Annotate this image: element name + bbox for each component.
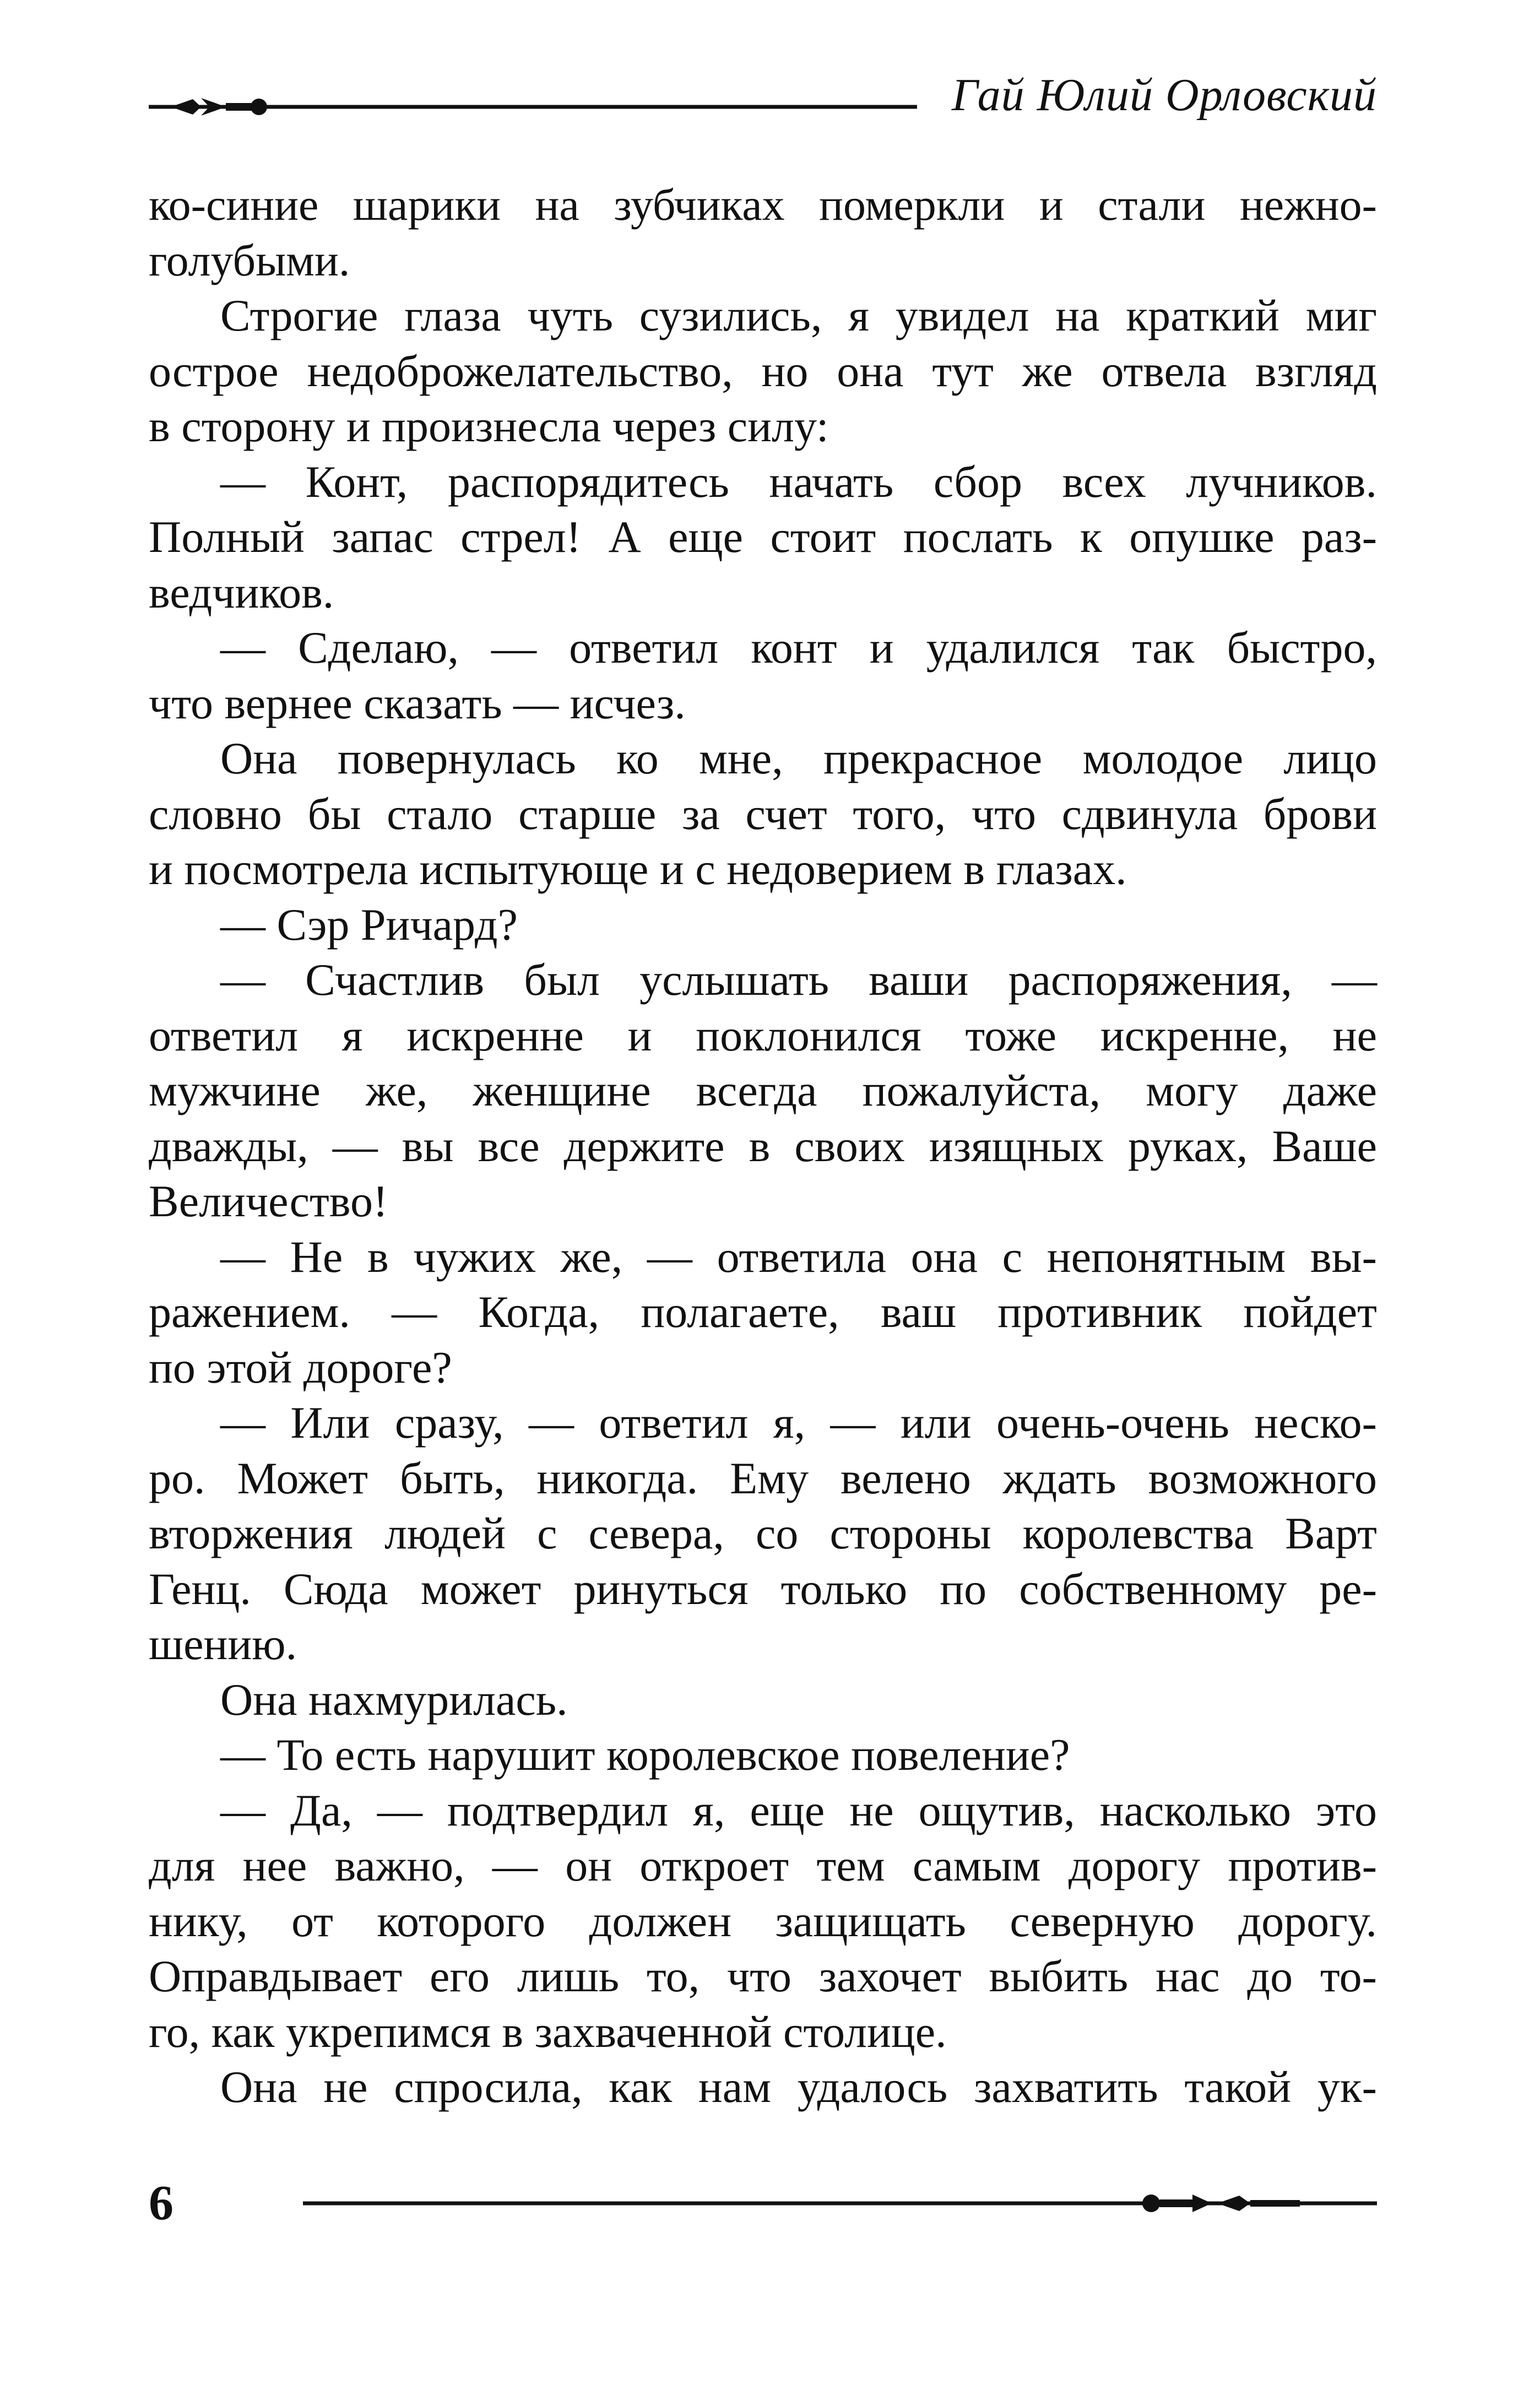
text-line: — Сделаю, — ответил конт и удалился так быстро, [220,622,1377,673]
page-header [149,65,1377,126]
text-line: нику, от которого должен защищать северную дорогу. [149,1895,1377,1946]
text-line: ражением. — Когда, полагаете, ваш противник пойдет [149,1287,1377,1337]
text-line: в сторону и произнесла через силу: [149,401,829,451]
paragraph [149,1783,1377,2060]
text-line: Она повернулась ко мне, прекрасное молодое лицо [220,733,1377,783]
text-line: — То есть нарушит королевское повеление? [220,1730,1070,1780]
text-line: Она не спросила, как нам удалось захватить такой ук- [220,2062,1377,2112]
text-line: — Счастлив был услышать ваши распоряжения, — [220,955,1377,1005]
running-head: Гай Юлий Орловский [951,69,1377,121]
text-line: — Или сразу, — ответил я, — или очень-очень неско- [220,1397,1377,1448]
text-line: — Конт, распорядитесь начать сбор всех лучников. [220,456,1377,507]
text-line: — Сэр Ричард? [220,899,518,950]
text-line: вторжения людей с севера, со стороны королевства Варт [149,1508,1377,1558]
paragraph [149,897,1377,953]
text-line: голубыми. [149,235,350,285]
text-line: — Не в чужих же, — ответила она с непонятным вы- [220,1231,1377,1282]
header-ornament-rule [149,87,920,120]
text-line: Она нахмурилась. [220,1674,568,1725]
text-line: Оправдывает его лишь то, что захочет выбить нас до то- [149,1951,1377,2001]
paragraph [149,731,1377,897]
page-footer [149,2170,1377,2236]
text-line: ко-синие шарики на зубчиках померкли и стали нежно- [149,180,1377,230]
text-line: что вернее сказать — исчез. [149,678,686,728]
text-line: и посмотрела испытующе и с недоверием в глазах. [149,844,1127,894]
page-number: 6 [149,2176,173,2230]
text-line: ро. Может быть, никогда. Ему велено ждать возможного [149,1453,1377,1503]
text-line: Генц. Сюда может ринуться только по собственному ре- [149,1563,1377,1614]
text-line: Величество! [149,1176,388,1226]
footer-ornament-rule [303,2187,1377,2220]
text-line: словно бы стало старше за счет того, что сдвинула брови [149,788,1377,839]
text-line: Строгие глаза чуть сузились, я увидел на краткий миг [220,290,1377,340]
text-line: мужчине же, женщине всегда пожалуйста, могу даже [149,1065,1377,1115]
text-line: по этой дороге? [149,1342,452,1393]
paragraph [149,620,1377,731]
paragraph [149,177,1377,288]
paragraph [149,1727,1377,1783]
text-line: ведчиков. [149,567,334,617]
body-text [149,177,1377,2115]
paragraph [149,1395,1377,1672]
text-line: для нее важно, — он откроет тем самым дорогу против- [149,1840,1377,1890]
text-line: го, как укрепимся в захваченной столице. [149,2006,947,2057]
paragraph [149,2060,1377,2115]
paragraph [149,1229,1377,1396]
text-line: — Да, — подтвердил я, еще не ощутив, насколько это [220,1785,1377,1835]
text-line: дважды, — вы все держите в своих изящных руках, Ваше [149,1120,1377,1171]
paragraph [149,454,1377,621]
paragraph [149,288,1377,454]
text-line: Полный запас стрел! А еще стоит послать к опушке раз- [149,512,1377,562]
text-line: ответил я искренне и поклонился тоже искренне, не [149,1010,1377,1060]
paragraph [149,952,1377,1229]
text-line: шению. [149,1619,297,1669]
text-line: острое недоброжелательство, но она тут же отвела взгляд [149,345,1377,396]
paragraph [149,1672,1377,1728]
